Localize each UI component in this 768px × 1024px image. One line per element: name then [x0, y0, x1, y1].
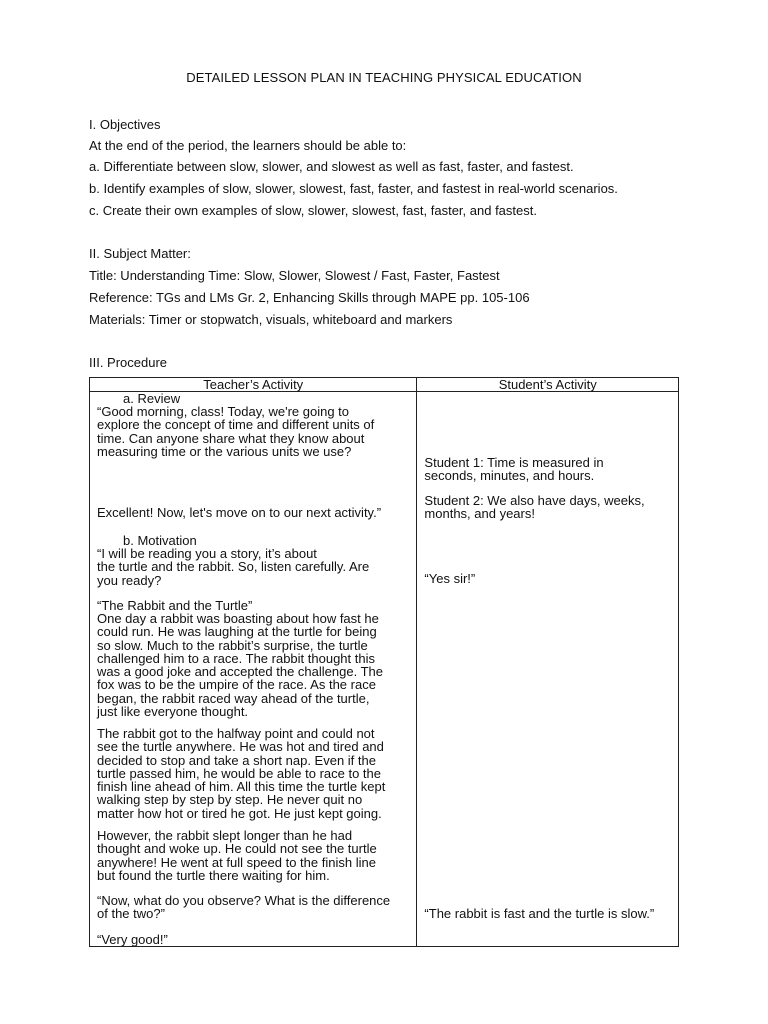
subject-reference: Reference: TGs and LMs Gr. 2, Enhancing Skills through MAPE pp. 105-106 — [89, 290, 530, 305]
story-paragraph-2: The rabbit got to the halfway point and could not see the turtle anywhere. He was hot and tired and decided to stop and take a short nap. Even if the turtle passed him, he would be able to race to the finish line ahead of him. All this time the turtle kept walking step by step by step. He never quit no matter how hot or tired he got. He just kept going. — [97, 726, 386, 821]
teacher-activity-header: Teacher’s Activity — [90, 378, 417, 392]
objective-c: c. Create their own examples of slow, slower, slowest, fast, faster, and fastest. — [89, 203, 537, 218]
student-activity-cell — [417, 392, 679, 947]
student-1-answer: Student 1: Time is measured in seconds, minutes, and hours. — [424, 455, 604, 484]
objective-a: a. Differentiate between slow, slower, and slowest as well as fast, faster, and fastest. — [89, 159, 574, 174]
subject-matter-heading: II. Subject Matter: — [89, 246, 191, 261]
review-label: a. Review — [123, 391, 181, 406]
story-paragraph-1: One day a rabbit was boasting about how fast he could run. He was laughing at the turtle for being so slow. Much to the rabbit’s surprise, the turtle challenged him to a race. The rabbit thought this was a good joke and accepted the challenge. The fox was to be the umpire of the race. As the race began, the rabbit raced way ahead of the turtle, just like everyone thought. — [97, 611, 383, 720]
objectives-intro: At the end of the period, the learners should be able to: — [89, 138, 407, 153]
procedure-heading: III. Procedure — [89, 355, 168, 370]
teacher-activity-cell — [90, 392, 417, 947]
subject-materials: Materials: Timer or stopwatch, visuals, whiteboard and markers — [89, 312, 453, 327]
objective-b: b. Identify examples of slow, slower, slowest, fast, faster, and fastest in real-world scenarios. — [89, 181, 618, 196]
student-2-answer: Student 2: We also have days, weeks, months, and years! — [424, 493, 645, 522]
procedure-table — [89, 377, 679, 947]
table-header-row — [90, 378, 679, 392]
student-ready-response: “Yes sir!” — [424, 571, 476, 586]
review-text: “Good morning, class! Today, we're going to explore the concept of time and different units of time. Can anyone share what they know about measuring time or the various units we use? — [97, 404, 375, 459]
teacher-question: “Now, what do you observe? What is the difference of the two?” — [97, 893, 391, 922]
story-paragraph-3: However, the rabbit slept longer than he had thought and woke up. He could not see the turtle anywhere! He went at full speed to the finish line but found the turtle there waiting for him. — [97, 828, 377, 883]
student-activity-header: Student’s Activity — [417, 378, 679, 392]
table-row — [90, 392, 679, 947]
objectives-heading: I. Objectives — [89, 117, 161, 132]
motivation-text: “I will be reading you a story, it’s about the turtle and the rabbit. So, listen carefully. Are you ready? — [97, 546, 370, 588]
student-observation-answer: “The rabbit is fast and the turtle is slow.” — [424, 906, 655, 921]
story-title: “The Rabbit and the Turtle” — [97, 598, 253, 613]
subject-title: Title: Understanding Time: Slow, Slower, Slowest / Fast, Faster, Fastest — [89, 268, 500, 283]
review-close: Excellent! Now, let's move on to our next activity.” — [97, 505, 382, 520]
teacher-praise: “Very good!” — [97, 932, 168, 947]
motivation-label: b. Motivation — [123, 533, 197, 548]
document-title: DETAILED LESSON PLAN IN TEACHING PHYSICAL EDUCATION — [186, 70, 582, 85]
